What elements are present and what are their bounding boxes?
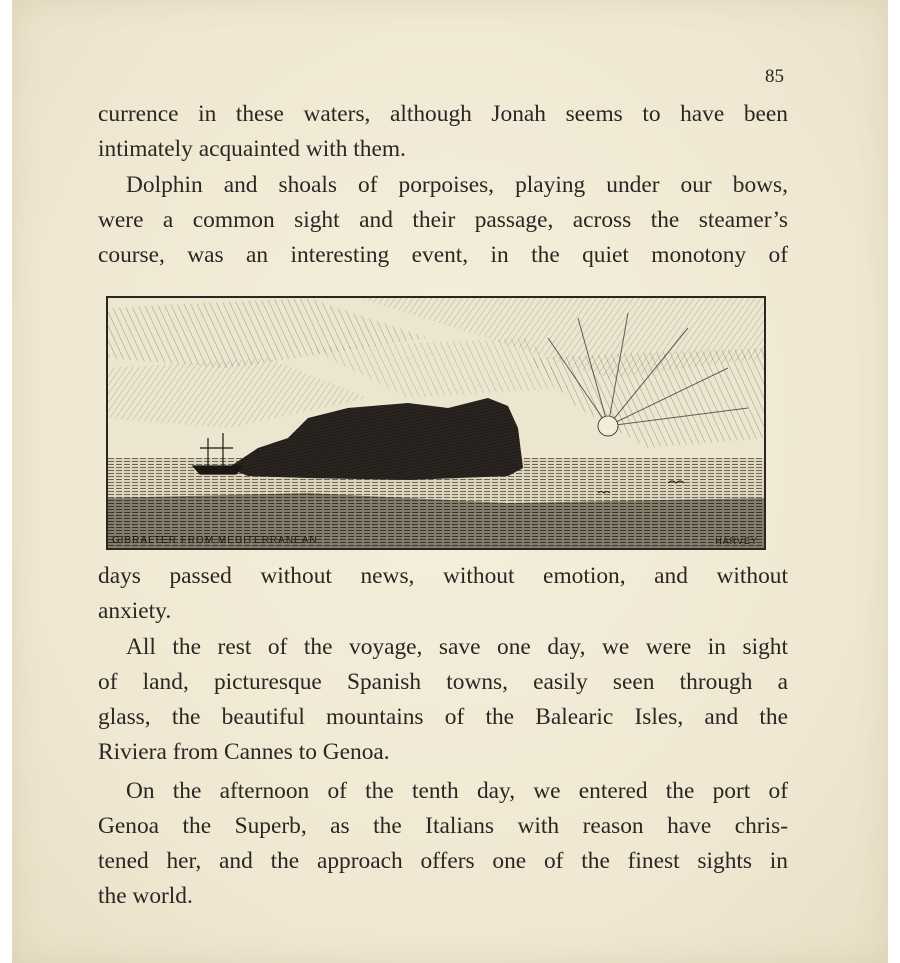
paragraph-line: glass, the beautiful mountains of the Balearic Isles, and the bbox=[98, 704, 788, 730]
paragraph-line: intimately acquainted with them. bbox=[98, 136, 406, 162]
paragraph-line: tened her, and the approach offers one of the finest sights in bbox=[98, 848, 788, 874]
engraving-image bbox=[108, 298, 764, 548]
paragraph-line: Dolphin and shoals of porpoises, playing under our bows, bbox=[126, 172, 788, 198]
page-number: 85 bbox=[765, 66, 784, 87]
paragraph-line: Genoa the Superb, as the Italians with reason have chris- bbox=[98, 813, 788, 839]
paragraph-line: Riviera from Cannes to Genoa. bbox=[98, 739, 390, 765]
paragraph-line: the world. bbox=[98, 883, 193, 909]
paragraph-line: All the rest of the voyage, save one day, we were in sight bbox=[126, 634, 788, 660]
engraving-caption: GIBRALTER FROM MEDITERRANEAN bbox=[112, 535, 318, 546]
gibraltar-engraving bbox=[106, 296, 766, 550]
paragraph-1 bbox=[98, 97, 788, 167]
paragraph-line: currence in these waters, although Jonah seems to have been bbox=[98, 101, 788, 127]
paragraph-5 bbox=[98, 774, 788, 914]
paragraph-line: days passed without news, without emotion, and without bbox=[98, 563, 788, 589]
paragraph-line: course, was an interesting event, in the quiet monotony of bbox=[98, 242, 788, 268]
paragraph-line: anxiety. bbox=[98, 598, 172, 624]
paragraph-2 bbox=[98, 168, 788, 273]
paragraph-4 bbox=[98, 630, 788, 770]
paragraph-line: of land, picturesque Spanish towns, easily seen through a bbox=[98, 669, 788, 695]
paragraph-line: On the afternoon of the tenth day, we entered the port of bbox=[126, 778, 788, 804]
engraver-signature: HARVEY bbox=[715, 536, 758, 546]
book-page bbox=[12, 0, 888, 963]
paragraph-line: were a common sight and their passage, across the steamer’s bbox=[98, 207, 788, 233]
paragraph-3 bbox=[98, 559, 788, 629]
